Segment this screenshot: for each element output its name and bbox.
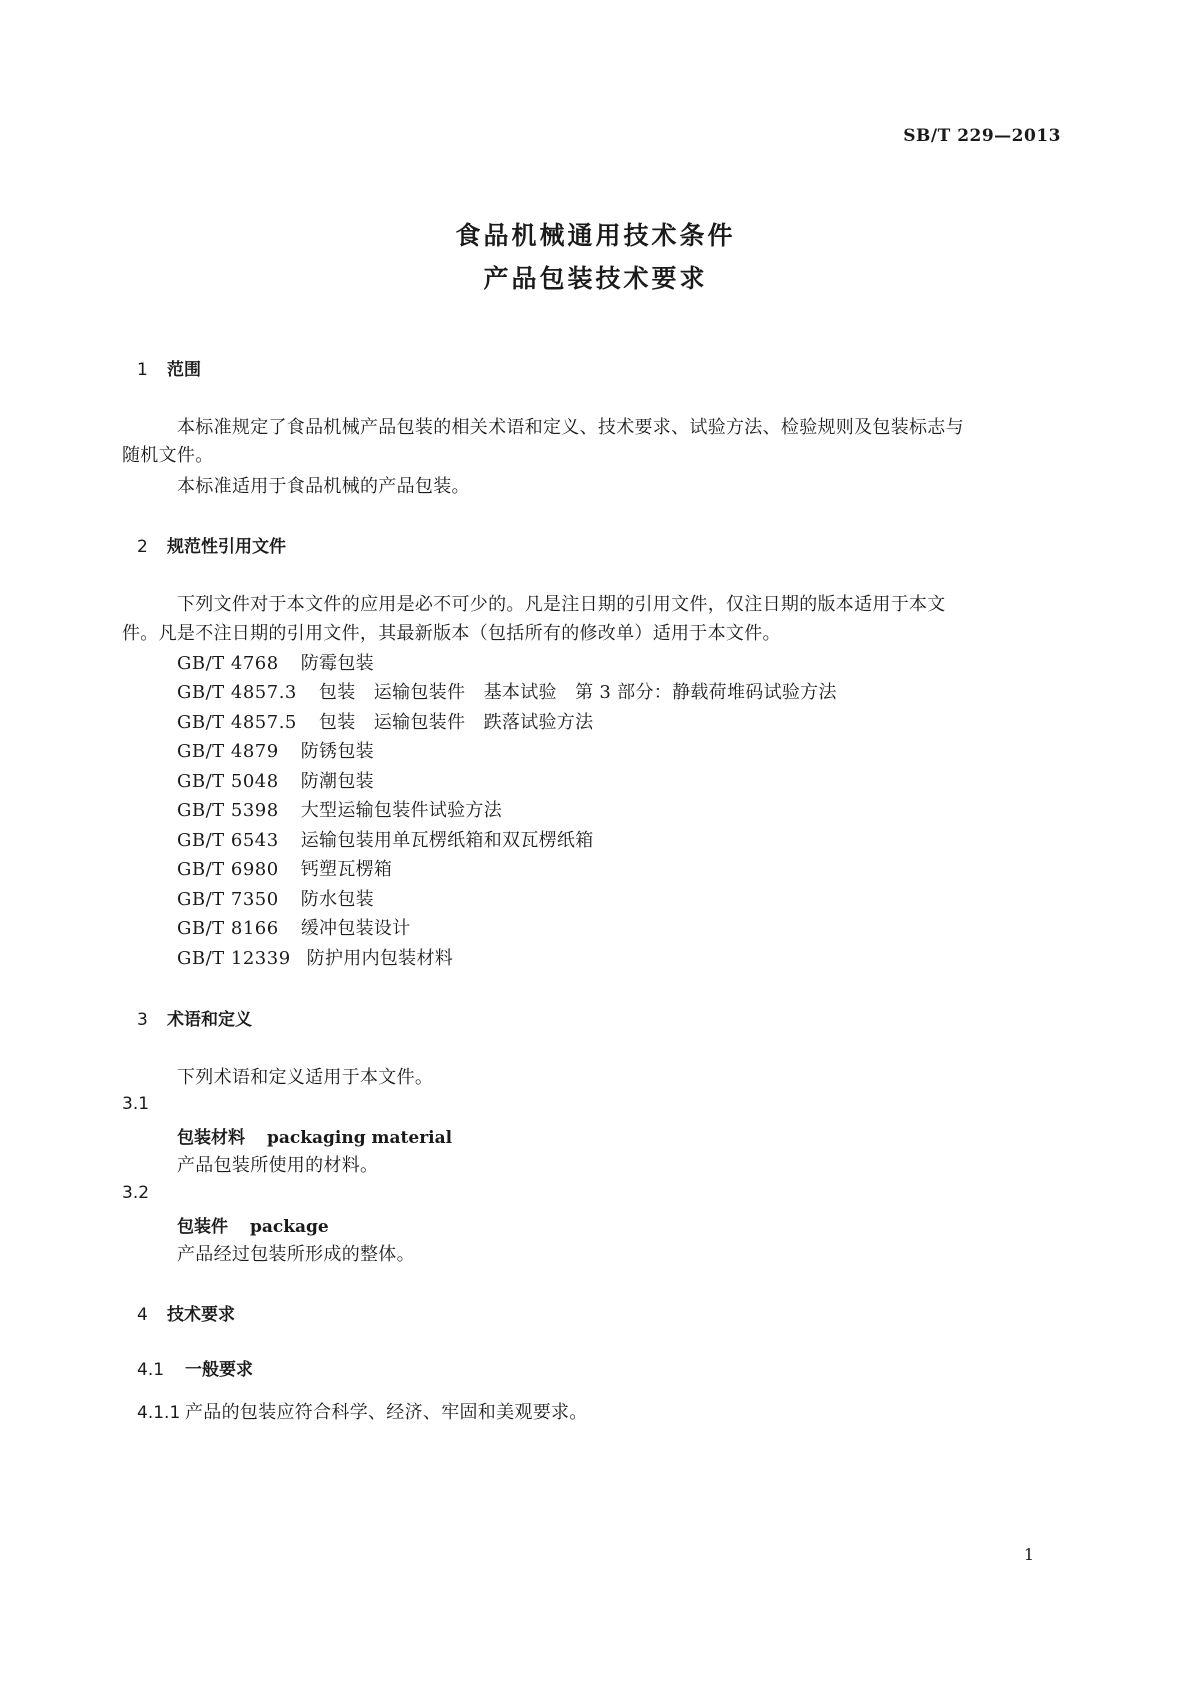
reference-code: GB/T 4879: [177, 741, 279, 762]
paragraph: 本标准适用于食品机械的产品包装。: [177, 476, 470, 497]
reference-title: 防霉包装: [300, 653, 374, 674]
term-heading: [177, 1212, 329, 1237]
reference-item: [177, 826, 594, 852]
term-definition: 产品包装所使用的材料。: [177, 1155, 379, 1176]
subsection-title: 一般要求: [185, 1360, 253, 1380]
section-heading-4: [137, 1300, 235, 1325]
reference-item: [177, 914, 411, 940]
clause: [137, 1398, 588, 1424]
section-heading-2: [137, 532, 286, 557]
reference-title: 防潮包装: [300, 771, 374, 792]
reference-title: 防水包装: [300, 889, 374, 910]
page-number: 1: [1023, 1545, 1034, 1564]
paragraph-line: 本标准规定了食品机械产品包装的相关术语和定义、技术要求、试验方法、检验规则及包装标志与: [177, 417, 964, 438]
reference-code: GB/T 7350: [177, 889, 279, 910]
term-number: 3.2: [122, 1183, 150, 1203]
term-chinese: 包装材料: [177, 1128, 245, 1148]
section-title: 规范性引用文件: [167, 537, 286, 557]
subsection-heading: [137, 1355, 253, 1380]
reference-code: GB/T 6980: [177, 859, 279, 880]
term-definition: 产品经过包装所形成的整体。: [177, 1244, 415, 1265]
reference-item: [177, 649, 374, 675]
reference-item: [177, 796, 502, 822]
reference-item: [177, 885, 374, 911]
reference-code: GB/T 4857.5: [177, 712, 297, 733]
reference-item: [177, 944, 453, 970]
paragraph-line: 件。凡是不注日期的引用文件，其最新版本（包括所有的修改单）适用于本文件。: [122, 623, 781, 644]
reference-title: 包装 运输包装件 跌落试验方法: [318, 712, 594, 733]
term-chinese: 包装件: [177, 1217, 228, 1237]
reference-code: GB/T 12339: [177, 948, 291, 969]
reference-title: 防锈包装: [300, 741, 374, 762]
section-title: 术语和定义: [167, 1010, 252, 1030]
reference-item: [177, 737, 374, 763]
subsection-number: 4.1: [137, 1360, 165, 1380]
section-heading-1: [137, 355, 201, 380]
section-number: 3: [137, 1010, 148, 1030]
reference-code: GB/T 6543: [177, 830, 279, 851]
reference-item: [177, 855, 392, 881]
section-title: 范围: [167, 360, 201, 380]
clause-text: 产品的包装应符合科学、经济、牢固和美观要求。: [185, 1402, 588, 1423]
reference-title: 大型运输包装件试验方法: [300, 800, 503, 821]
document-title: 食品机械通用技术条件: [455, 221, 736, 250]
paragraph-line: 随机文件。: [122, 445, 214, 466]
term-english: package: [250, 1217, 329, 1237]
reference-code: GB/T 5398: [177, 800, 279, 821]
section-number: 2: [137, 537, 148, 557]
reference-code: GB/T 4857.3: [177, 682, 297, 703]
section-heading-3: [137, 1005, 252, 1030]
section-number: 1: [137, 360, 148, 380]
term-english: packaging material: [267, 1128, 453, 1148]
reference-title: 运输包装用单瓦楞纸箱和双瓦楞纸箱: [300, 830, 594, 851]
section-title: 技术要求: [167, 1305, 235, 1325]
paragraph-line: 下列文件对于本文件的应用是必不可少的。凡是注日期的引用文件，仅注日期的版本适用于本文: [177, 594, 946, 615]
reference-item: [177, 767, 374, 793]
paragraph: 下列术语和定义适用于本文件。: [177, 1067, 434, 1088]
reference-item: [177, 708, 593, 734]
term-number: 3.1: [122, 1094, 150, 1114]
reference-title: 防护用内包装材料: [306, 948, 454, 969]
reference-title: 缓冲包装设计: [300, 918, 411, 939]
reference-item: [177, 678, 837, 704]
section-number: 4: [137, 1305, 148, 1325]
term-heading: [177, 1123, 452, 1148]
reference-title: 包装 运输包装件 基本试验 第 3 部分：静载荷堆码试验方法: [318, 682, 837, 703]
reference-code: GB/T 4768: [177, 653, 279, 674]
clause-number: 4.1.1: [137, 1403, 181, 1423]
reference-code: GB/T 8166: [177, 918, 279, 939]
reference-title: 钙塑瓦楞箱: [300, 859, 393, 880]
reference-code: GB/T 5048: [177, 771, 279, 792]
document-subtitle: 产品包装技术要求: [483, 264, 708, 293]
standard-code: SB/T 229—2013: [903, 126, 1061, 146]
